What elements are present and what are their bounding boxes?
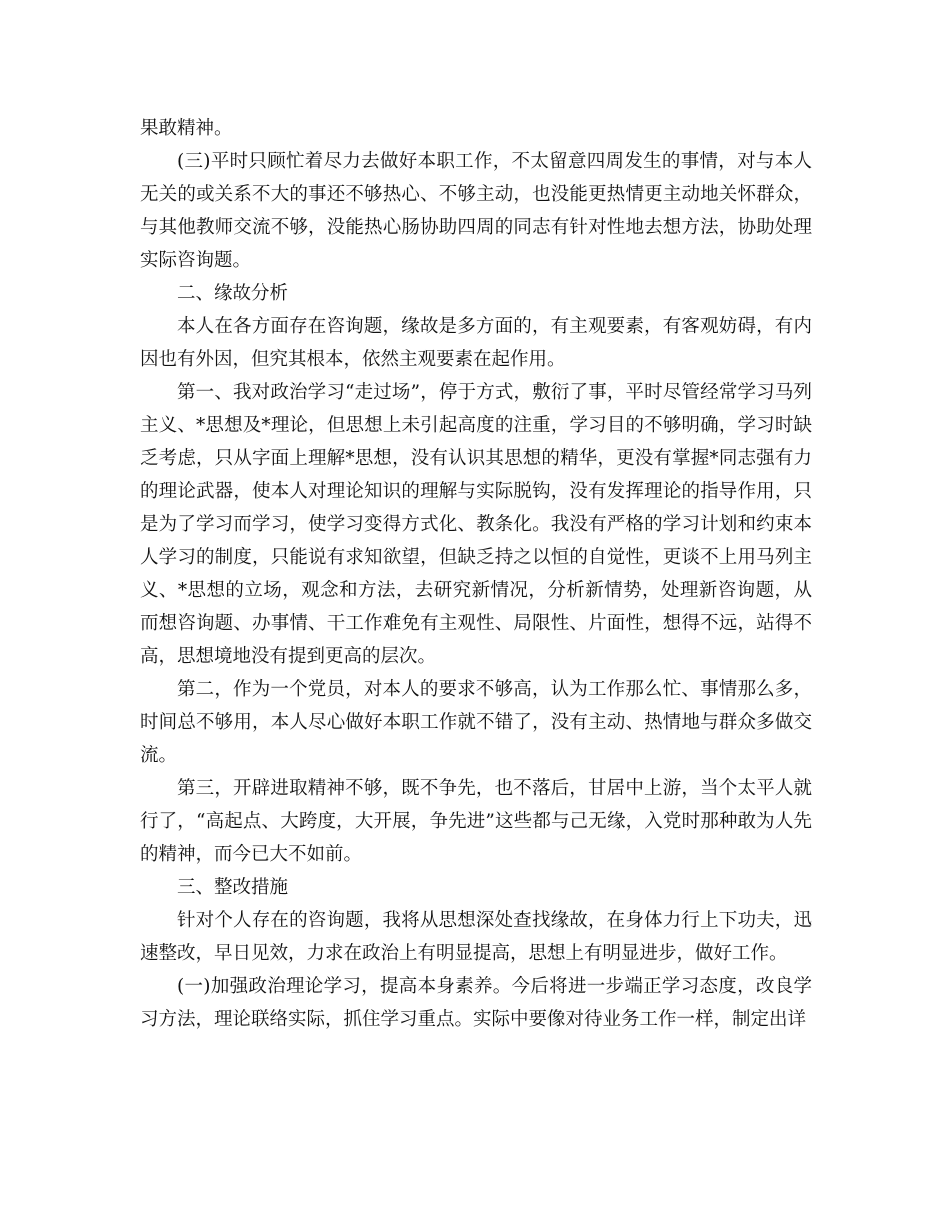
paragraph-rectification-one: (一)加强政治理论学习，提高本身素养。今后将进一步端正学习态度，改良学习方法，理论联络实际，抓住学习重点。实际中要像对待业务工作一样，制定出详 xyxy=(140,976,812,1030)
section-heading-rectification: 三、整改措施 xyxy=(177,877,289,898)
paragraph-cause-second: 第二，作为一个党员，对本人的要求不够高，认为工作那么忙、事情那么多，时间总不够用，本人尽心做好本职工作就不错了，没有主动、热情地与群众多做交流。 xyxy=(140,679,812,766)
paragraph-rectification-intro: 针对个人存在的咨询题，我将从思想深处查找缘故，在身体力行上下功夫，迅速整改，早日见效，力求在政治上有明显提高，思想上有明显进步，做好工作。 xyxy=(140,910,812,964)
paragraph-cause-third: 第三，开辟进取精神不够，既不争先，也不落后，甘居中上游，当个太平人就行了，“高起点、大跨度，大开展，争先进”这些都与己无缘，入党时那种敢为人先的精神，而今已大不如前。 xyxy=(140,778,812,865)
paragraph-cause-first: 第一、我对政治学习“走过场”，停于方式，敷衍了事，平时尽管经常学习马列主义、*思想及*理论，但思想上未引起高度的注重，学习目的不够明确，学习时缺乏考虑，只从字面上理解*思想，没有认识其思想的精华，更没有掌握*同志强有力的理论武器，使本人对理论知识的理解与实际脱钩，没有发挥理论的指导作用，只是为了学习而学习，使学习变得方式化、教条化。我没有严格的学习计划和约束本人学习的制度，只能说有求知欲望，但缺乏持之以恒的自觉性，更谈不上用马列主义、*思想的立场，观念和方法，去研究新情况，分析新情势，处理新咨询题，从而想咨询题、办事情、干工作难免有主观性、局限性、片面性，想得不远，站得不高，思想境地没有提到更高的层次。 xyxy=(140,382,812,667)
paragraph-cause-intro: 本人在各方面存在咨询题，缘故是多方面的，有主观要素，有客观妨碍，有内因也有外因，但究其根本，依然主观要素在起作用。 xyxy=(140,316,812,370)
paragraph-continuation: 果敢精神。 xyxy=(140,118,233,139)
document-body xyxy=(140,112,812,1036)
section-heading-cause-analysis: 二、缘故分析 xyxy=(177,283,289,304)
paragraph-item-three: (三)平时只顾忙着尽力去做好本职工作，不太留意四周发生的事情，对与本人无关的或关系不大的事还不够热心、不够主动，也没能更热情更主动地关怀群众，与其他教师交流不够，没能热心肠协助四周的同志有针对性地去想方法，协助处理实际咨询题。 xyxy=(140,151,812,271)
